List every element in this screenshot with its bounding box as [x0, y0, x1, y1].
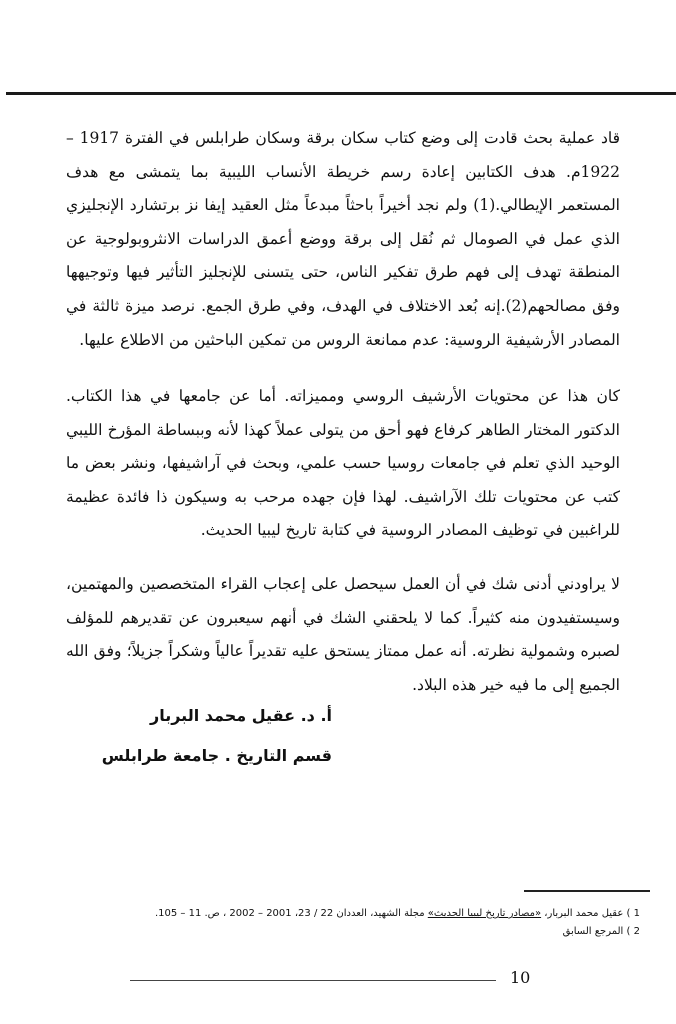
footnote-title: «مصادر تاريخ ليبيا الحديث» [427, 908, 542, 919]
footnote-details: مجلة الشهيد، العددان 22 / 23، 2001 – 2002 ، ص. 11 – 105. [154, 908, 428, 919]
body-paragraph-2 [66, 380, 620, 548]
signature-department: قسم التاريخ . جامعة طرابلس [101, 746, 332, 765]
body-paragraph-3 [66, 568, 620, 702]
footnote-text: المرجع السابق [562, 926, 624, 937]
footnote-separator [524, 890, 650, 892]
footnote-1 [66, 905, 640, 923]
footnote-author: عقيل محمد البربار، [541, 908, 624, 919]
header-rule [6, 92, 676, 95]
signature-name: أ. د. عقيل محمد البربار [150, 706, 332, 725]
footnote-number: 1 ) [626, 908, 640, 919]
footer-rule [130, 980, 496, 981]
footnotes [66, 905, 640, 941]
body-paragraph-1 [66, 122, 620, 357]
paragraph-text: كان هذا عن محتويات الأرشيف الروسي ومميزاته. أما عن جامعها في هذا الكتاب. الدكتور المختار الطاهر كرفاع فهو أحق من يتولى عملاً كهذا لأنه وببساطة المؤرخ الليبي الوحيد الذي تعلم في جامعات روسيا حسب علمي، وبحث في آراشيفها، ونشر بعض ما كتب عن محتويات تلك الآراشيف. لهذا فإن جهده مرحب به وسيكون ذا فائدة عظيمة للراغبين في توظيف المصادر الروسية في كتابة تاريخ ليبيا الحديث. [66, 387, 620, 540]
page-number: 10 [510, 968, 531, 987]
footnote-number: 2 ) [626, 926, 640, 937]
footnote-2 [66, 923, 640, 941]
paragraph-text: لا يراودني أدنى شك في أن العمل سيحصل على إعجاب القراء المتخصصين والمهتمين، وسيستفيدون منه كثيراً. كما لا يلحقني الشك في أنهم سيعبرون عن تقديرهم للمؤلف لصبره وشمولية نظرته. أنه عمل ممتاز يستحق عليه تقديراً عالياً وشكراً جزيلاً؛ وفق الله الجميع إلى ما فيه خير هذه البلاد. [66, 575, 620, 694]
paragraph-text: قاد عملية بحث قادت إلى وضع كتاب سكان برقة وسكان طرابلس في الفترة 1917 – 1922م. هدف الكتابين إعادة رسم خريطة الأنساب الليبية بما يتمشى مع هدف المستعمر الإيطالي.(1) ولم نجد أخيراً باحثاً مبدعاً مثل العقيد إيفا نز برتشارد الإنجليزي الذي عمل في الصومال ثم نُقل إلى برقة ووضع أعمق الدراسات الانثروبولوجية عن المنطقة تهدف إلى فهم طرق تفكير الناس، حتى يتسنى للإنجليز التأثير فيها وتوجيهها وفق مصالحهم(2).إنه بُعد الاختلاف في الهدف، وفي طرق الجمع. نرصد ميزة ثالثة في المصادر الأرشيفية الروسية: عدم ممانعة الروس من تمكين الباحثين من الاطلاع عليها. [66, 129, 620, 349]
